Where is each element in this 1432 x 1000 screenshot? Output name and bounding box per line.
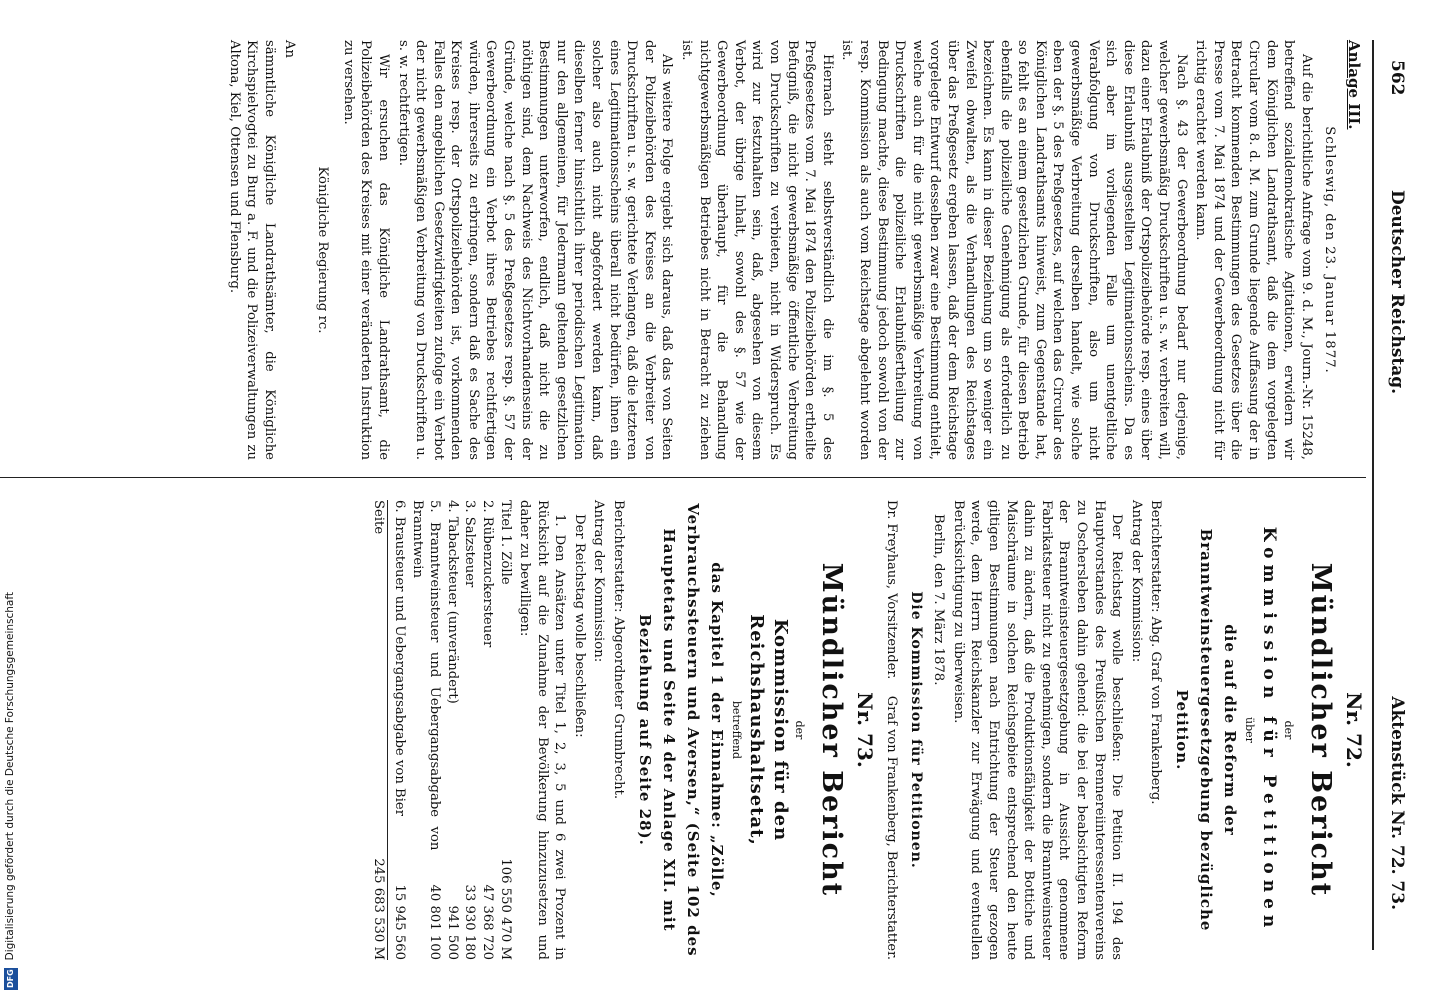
item-label: 2. Rübenzuckersteuer	[479, 500, 495, 648]
sum-label: Seite	[371, 500, 387, 535]
doc-72-commission: Kommission für Petitionen	[1259, 526, 1280, 934]
annex-heading: Anlage III.	[1345, 40, 1363, 130]
list-item	[461, 500, 479, 960]
list-item	[496, 500, 514, 960]
sum-line	[370, 500, 389, 960]
funding-notice: Digitalisierung gefördert durch die Deutsche Forschungsgemeinschaft	[4, 591, 16, 960]
doc-73-text2: 1. Den Ansätzen unter Titel 1, 2, 3, 5 und 6 zwei Prozent in Rücksicht auf die Zunahme der Bevölkerung hinzuzusetzen und daher zu bewilligen:	[517, 500, 568, 960]
item-amount: 941 500	[444, 905, 460, 960]
signature-chair: Dr. Freyhaus, Vorsitzender.	[883, 500, 899, 680]
doc-72-date: Berlin, den 7. März 1878.	[931, 514, 947, 686]
doc-72-der: der	[1282, 720, 1296, 740]
document-numbers: Aktenstück Nr. 72. 73.	[1387, 696, 1407, 910]
item-label: 6. Brausteuer und Uebergangsabgabe von Bier	[391, 500, 407, 817]
journal-title: Deutscher Reichstag.	[1387, 190, 1407, 395]
doc-73-betreffend: betreffend	[730, 700, 744, 760]
doc-72-antrag: Antrag der Kommission:	[1128, 500, 1144, 663]
column-divider	[0, 477, 1366, 478]
item-amount: 40 801 100	[427, 884, 443, 960]
doc-72-signature-title: Die Kommission für Petitionen.	[907, 591, 924, 869]
paragraph: Nach §. 43 der Gewerbeordnung bedarf nur derjenige, welcher gewerbsmäßig Druckschriften u. s. w. verbreiten will, dazu einer Erlaubniß der Ortspolizeibehörde resp. eines über diese Erlaubniß ausgestellten Legitimationsscheins. Da es sich aber im vorliegenden Falle um unentgeltliche Verabfolgung von Druckschriften, also um nicht gewerbsmäßige Verbreitung derselben handelt, wie solche eben der §. 5 des Preßgesetzes, auf welchen das Circular des Königlichen Landrathsamts hinweist, zum Gegenstande hat, so fehlt es an einem gesetzlichen Grunde, für diesen Betrieb ebenfalls die polizeiliche Genehmigung als erforderlich zu bezeichnen. Es kann in dieser Beziehung um so weniger ein Zweifel obwalten, als die Verhandlungen des Reichstages über das Preßgesetz ergeben lassen, daß der dem Reichstage vorgelegte Entwurf desselben zwar eine Bestimmung enthielt, welche auch für die nicht gewerbsmäßige Verbreitung von Druckschriften die polizeiliche Erlaubnißertheilung zur Bedingung machte, diese Bestimmung jedoch sowohl von der resp. Kommission als auch vom Reichstage abgelehnt worden ist.	[839, 40, 1189, 460]
title-list	[390, 500, 513, 960]
sidebar	[0, 0, 26, 1000]
header-rule	[1372, 40, 1374, 950]
item-label: 4. Tabacksteuer (unverändert)	[444, 500, 460, 704]
list-item	[408, 500, 443, 960]
doc-72-subject: die auf die Reform der Branntweinsteuergesetzgebung bezügliche Petition.	[1173, 528, 1240, 932]
doc-72-signatures	[883, 500, 900, 960]
page-header	[1371, 30, 1407, 970]
doc-72-text: Der Reichstag wolle beschließen: Die Petition II. 194 des Hauptvorstandes des Preußischen Brennereiinteressentenvereins zu Oschersleben dahin gehend: die bei der beabsichtigten Reform der Branntweinsteuergesetzgebung in Aussicht genommene Fabrikatsteuer nicht zu genehmigen, sondern die Branntweinsteuer dahin zu ändern, daß die Produktionsfähigkeit der Bottiche und Maischräume in solchen Reichsgebiete entsprechend den heute giltigen Bestimmungen nach Entrichtung der Steuer gezogen werde, dem Herrn Reichskanzler zur Erwägung und eventuellen Berücksichtigung zu überweisen.	[950, 500, 1125, 960]
right-column	[370, 500, 1366, 960]
item-label: 3. Salzsteuer	[462, 500, 478, 588]
sum-amount: 245 683 530 M	[371, 858, 387, 960]
list-item	[390, 500, 408, 960]
page-number: 562	[1387, 60, 1407, 96]
doc-73-antrag: Antrag der Kommission:	[591, 500, 607, 663]
doc-72-reporter: Berichterstatter: Abg. Graf von Frankenberg.	[1148, 500, 1164, 805]
item-amount: 33 930 180	[462, 884, 478, 960]
item-amount: 15 945 560	[391, 884, 407, 960]
doc-73-reporter: Berichterstatter: Abgeordneter Grumbrecht.	[611, 500, 627, 800]
authority-signature: Königliche Regierung rc.	[315, 166, 331, 334]
letter-date: Schleswig, den 23. Januar 1877.	[1322, 126, 1338, 374]
paragraph: Als weitere Folge ergiebt sich daraus, daß das von Seiten der Polizeibehörden des Kreises an die Verbreiter von Druckschriften u. s. w. gerichtete Verlangen, daß die letzteren eines Legitimationsscheins überall nicht bedürfen, ihnen ein solcher also auch nicht abgefordert werden kann, daß dieselben ferner hinsichtlich ihrer periodischen Legitimation nur den allgemeinen, für Jedermann geltenden gesetzlichen Bestimmungen unterworfen, endlich, daß nicht die zu nöthigen sind, dem Nachweis des Nichtvorhandenseins der Gründe, welche nach §. 5 des Preßgesetzes resp. §. 57 der Gewerbeordnung ein Verbot ihres Betriebes rechtfertigen würden, ihrerseits zu erbringen, sondern daß es Sache des Kreises resp. der Ortspolizeibehörden ist, vorkommenden Falles den angeblichen Gesetzwidrigkeiten zufolge ein Verbot der nicht gewerbsmäßigen Verbreitung von Druckschriften u. s. w. rechtfertigen.	[395, 40, 675, 460]
signature-reporter: Graf von Frankenberg, Berichterstatter.	[883, 695, 899, 960]
dfg-logo-icon: DFG	[4, 968, 18, 990]
item-label: 5. Branntweinsteuer und Uebergangsabgabe von Branntwein	[409, 500, 443, 851]
doc-73-number: Nr. 73.	[852, 692, 877, 768]
doc-73-subject: das Kapitel 1 der Einnahme: „Zölle, Verbrauchssteuern und Aversen,“ (Seite 102 des Hauptetats und Seite 4 der Anlage XII. mit Beziehung auf Seite 28).	[636, 503, 727, 957]
list-item	[443, 500, 461, 960]
list-item	[478, 500, 496, 960]
item-amount: 47 368 720	[479, 884, 495, 960]
paragraph: Hiernach steht selbstverständlich die im §. 5 des Preßgesetzes vom 7. Mai 1874 den Polizeibehörden ertheilte Befugniß, die nicht gewerbsmäßige öffentliche Verbreitung von Druckschriften zu verbieten, nicht in Widerspruch. Es wird zur festzuhalten sein, daß, abgesehen von diesem Verbot, der übrige Inhalt, sowohl des §. 57 wie der Gewerbeordnung überhaupt, für die Behandlung nichtgewerbsmäßigen Betriebes nicht in Betracht zu ziehen ist.	[679, 40, 835, 460]
paragraph: Auf die berichtliche Anfrage vom 9. d. M., Journ.-Nr. 15248, betreffend sozialdemokratische Agitationen, erwidern wir dem Königlichen Landrathsamt, daß die dem vorgelegten Circular vom 8. d. M. zum Grunde liegende Auffassung der in Betracht kommenden Bestimmungen des Gesetzes über die Presse vom 7. Mai 1874 und der Gewerbeordnung nicht für richtig erachtet werden kann.	[1193, 40, 1314, 460]
paragraph: Wir ersuchen das Königliche Landrathsamt, die Polizeibehörden des Kreises mit einer veränderten Instruktion zu versehen.	[340, 40, 391, 460]
addressee-label: An	[281, 40, 297, 59]
doc-73-title: Mündlicher Bericht	[816, 562, 848, 898]
addressee-text: sämmtliche Königliche Landrathsämter, die Königliche Kirchspielvogtei zu Burg a. F. und die Polizeiverwaltungen zu Altona, Kiel, Ottensen und Flensburg.	[226, 40, 277, 460]
left-column	[223, 40, 1366, 460]
doc-73-commission: Kommission für den Reichshaushaltsetat,	[746, 614, 792, 846]
item-label: Titel 1. Zölle	[497, 500, 513, 585]
item-amount: 106 550 470 M	[497, 858, 513, 960]
doc-72-title: Mündlicher Bericht	[1305, 562, 1337, 898]
doc-73-der: der	[793, 720, 807, 740]
doc-72-ueber: über	[1243, 717, 1257, 743]
doc-73-text1: Der Reichstag wolle beschließen:	[571, 514, 587, 738]
doc-72-number: Nr. 72.	[1342, 692, 1366, 768]
